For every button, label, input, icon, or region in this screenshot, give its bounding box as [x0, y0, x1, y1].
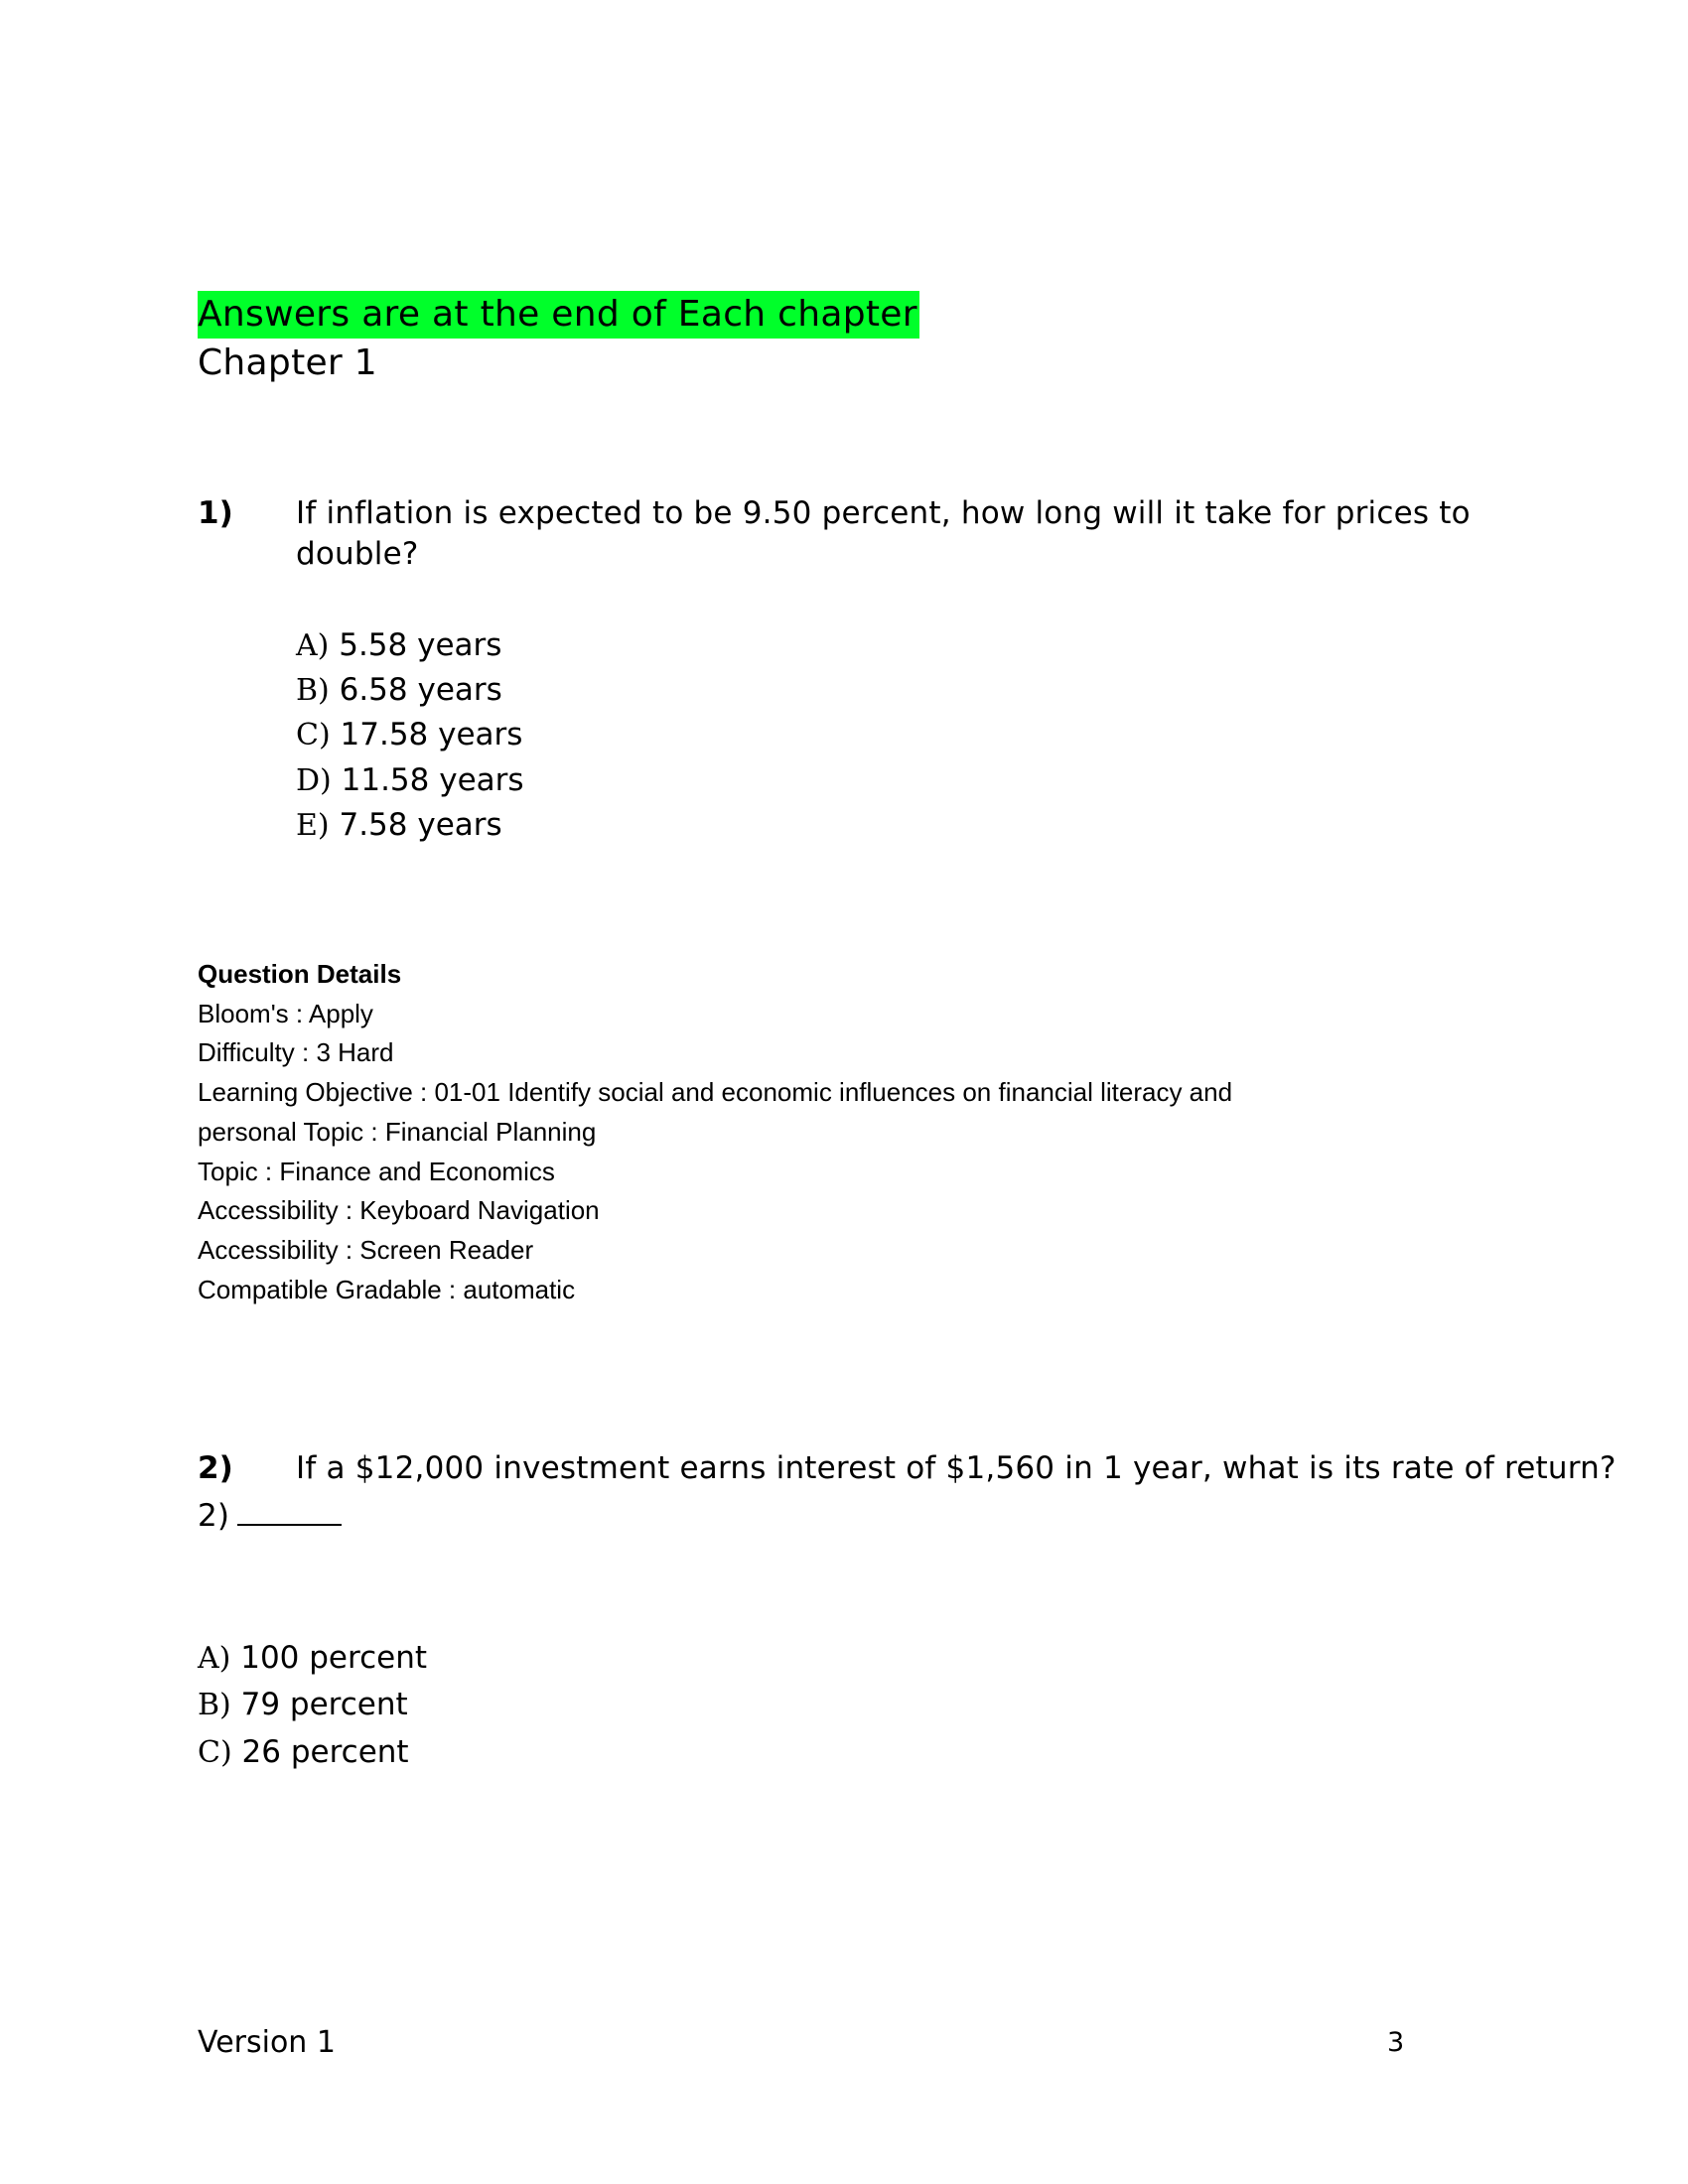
question-1-text-line1: If inflation is expected to be 9.50 percent, how long will it take for prices to: [296, 495, 1471, 531]
choice-letter: C): [296, 718, 331, 752]
choice-letter: A): [296, 628, 330, 663]
details-personal-topic: personal Topic : Financial Planning: [198, 1116, 597, 1147]
footer-version: Version 1: [198, 2025, 336, 2060]
choice-text: 11.58 years: [341, 762, 524, 798]
choice-letter: D): [296, 763, 332, 798]
details-title: Question Details: [198, 959, 402, 989]
question-1-number: 1): [198, 495, 233, 531]
choice-letter: A): [198, 1641, 231, 1676]
question-2-answer-line[interactable]: [198, 1496, 342, 1537]
question-2-text: If a $12,000 investment earns interest of $1,560 in 1 year, what is its rate of return?: [296, 1450, 1617, 1486]
choice-text: 17.58 years: [340, 717, 523, 752]
choice-text: 7.58 years: [339, 807, 502, 843]
choice-text: 26 percent: [241, 1734, 409, 1770]
question-2-number: 2): [198, 1450, 233, 1486]
q1-choice-a[interactable]: [296, 625, 501, 666]
details-difficulty: Difficulty : 3 Hard: [198, 1037, 394, 1068]
choice-text: 100 percent: [240, 1640, 427, 1676]
chapter-title: Chapter 1: [198, 342, 377, 383]
choice-text: 79 percent: [240, 1687, 408, 1722]
details-accessibility-keyboard: Accessibility : Keyboard Navigation: [198, 1195, 600, 1226]
question-1-text-line2: double?: [296, 536, 419, 572]
choice-letter: E): [296, 808, 330, 843]
details-compatible-gradable: Compatible Gradable : automatic: [198, 1274, 576, 1304]
page-number: 3: [1387, 2027, 1405, 2058]
choice-letter: B): [198, 1688, 231, 1722]
answer-blank[interactable]: [237, 1496, 342, 1526]
choice-letter: B): [296, 673, 330, 708]
answer-label: 2): [198, 1498, 230, 1534]
q1-choice-c[interactable]: [296, 715, 522, 755]
details-topic: Topic : Finance and Economics: [198, 1156, 555, 1186]
q1-choice-e[interactable]: [296, 805, 502, 846]
details-learning-objective: Learning Objective : 01-01 Identify social and economic influences on financial literacy and: [198, 1077, 1233, 1108]
details-blooms: Bloom's : Apply: [198, 998, 373, 1028]
q2-choice-c[interactable]: [198, 1732, 409, 1773]
q1-choice-d[interactable]: [296, 760, 524, 801]
details-accessibility-screen-reader: Accessibility : Screen Reader: [198, 1234, 534, 1265]
question-details: [198, 955, 1232, 1309]
answers-banner: Answers are at the end of Each chapter: [198, 291, 919, 339]
q2-choice-a[interactable]: [198, 1638, 427, 1679]
choice-text: 6.58 years: [339, 672, 502, 708]
q2-choice-b[interactable]: [198, 1685, 408, 1725]
choice-text: 5.58 years: [339, 627, 502, 663]
choice-letter: C): [198, 1735, 232, 1770]
q1-choice-b[interactable]: [296, 670, 502, 711]
